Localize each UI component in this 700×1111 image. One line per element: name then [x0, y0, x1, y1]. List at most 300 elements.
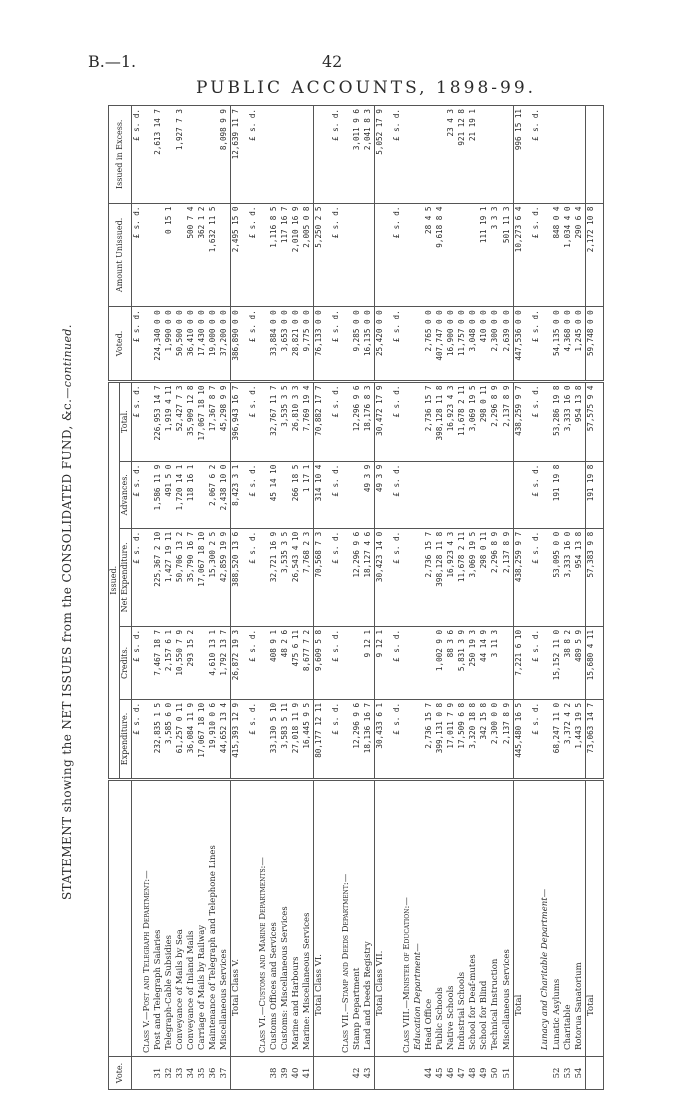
empty-cell — [341, 626, 352, 699]
vote-number: 43 — [363, 1057, 375, 1090]
amount-exp: 17,067 18 10 — [197, 699, 208, 779]
empty-cell — [540, 203, 551, 307]
amount-tot: 32,767 11 7 — [269, 381, 280, 461]
amount-tot: 226,953 14 7 — [153, 381, 164, 461]
amount-net: 17,067 18 10 — [197, 528, 208, 626]
amount-cred: 8,677 7 2 — [302, 626, 314, 699]
table-row — [186, 106, 197, 1090]
total-net: 57,383 9 8 — [585, 528, 597, 626]
amount-net: 32,721 16 9 — [269, 528, 280, 626]
total-row — [231, 106, 243, 1090]
amount-cred: 1,792 13 7 — [219, 626, 231, 699]
units-label: £ s. d. — [248, 106, 258, 204]
amount-unis — [219, 203, 231, 307]
amount-adv — [352, 461, 363, 528]
amount-net: 3,333 16 0 — [563, 528, 574, 626]
empty-cell — [402, 307, 413, 381]
units-row — [392, 106, 402, 1090]
empty-cell — [142, 528, 153, 626]
amount-exc — [164, 106, 175, 204]
total-exp: 415,393 12 9 — [231, 699, 243, 779]
vote-cell — [392, 1057, 402, 1090]
subsection-heading-row — [540, 106, 551, 1090]
item-description: Marine: Miscellaneous Services — [302, 780, 314, 1057]
total-exc — [314, 106, 326, 204]
table-row — [352, 106, 363, 1090]
units-label: £ s. d. — [248, 203, 258, 307]
amount-exc — [552, 106, 563, 204]
empty-cell — [597, 381, 604, 461]
amount-exp: 3,372 4 2 — [563, 699, 574, 779]
empty-cell — [258, 626, 269, 699]
amount-exp: 3,583 5 11 — [280, 699, 291, 779]
total-tot: 396,943 16 7 — [231, 381, 243, 461]
vote-cell — [142, 1057, 153, 1090]
amount-exp: 36,084 11 9 — [186, 699, 197, 779]
amount-net: 16,923 4 3 — [446, 528, 457, 626]
amount-voted: 9,285 0 0 — [352, 307, 363, 381]
amount-adv — [197, 461, 208, 528]
empty-cell — [142, 626, 153, 699]
empty-cell — [540, 528, 551, 626]
rotated-table-area — [108, 105, 668, 1090]
amount-exc: 2,041 8 3 — [363, 106, 375, 204]
amount-cred: 7,467 18 7 — [153, 626, 164, 699]
amount-tot: 35,909 12 8 — [186, 381, 197, 461]
amount-exc — [208, 106, 219, 204]
table-row — [197, 106, 208, 1090]
empty-cell — [341, 699, 352, 779]
vote-number: 42 — [352, 1057, 363, 1090]
amount-exc — [502, 106, 514, 204]
empty-cell — [540, 307, 551, 381]
empty-cell — [258, 528, 269, 626]
amount-tot: 3,535 3 5 — [280, 381, 291, 461]
amount-exp: 3,585 6 0 — [164, 699, 175, 779]
item-description: Technical Instruction — [490, 780, 501, 1057]
total-voted: 447,536 0 0 — [513, 307, 525, 381]
col-voted: Voted. — [109, 307, 132, 381]
units-label: £ s. d. — [131, 528, 141, 626]
empty-cell — [540, 106, 551, 204]
units-label: £ s. d. — [331, 307, 341, 381]
total-exp: 30,433 6 1 — [375, 699, 387, 779]
item-description: Land and Deeds Registry — [363, 780, 375, 1057]
total-exp: 80,177 12 11 — [314, 699, 326, 779]
total-unis: 5,250 2 5 — [314, 203, 326, 307]
empty-cell — [142, 699, 153, 779]
total-unis: 10,273 6 4 — [513, 203, 525, 307]
total-tot: 30,472 17 9 — [375, 381, 387, 461]
amount-net: 18,127 4 6 — [363, 528, 375, 626]
empty-cell — [597, 699, 604, 779]
total-net: 30,423 14 0 — [375, 528, 387, 626]
desc-cell — [131, 780, 141, 1057]
item-description: Charitable — [563, 780, 574, 1057]
amount-voted: 33,884 0 0 — [269, 307, 280, 381]
amount-tot: 2,736 15 7 — [424, 381, 435, 461]
col-description — [109, 780, 132, 1057]
amount-exp: 1,443 19 5 — [574, 699, 586, 779]
amount-cred: 9 12 1 — [363, 626, 375, 699]
amount-voted: 3,653 0 0 — [280, 307, 291, 381]
amount-unis — [175, 203, 186, 307]
amount-cred — [424, 626, 435, 699]
amount-unis: 1,034 4 0 — [563, 203, 574, 307]
amount-tot: 53,286 19 8 — [552, 381, 563, 461]
total-row — [314, 106, 326, 1090]
amount-cred: 2,157 6 1 — [164, 626, 175, 699]
amount-net: 2,137 8 9 — [502, 528, 514, 626]
amount-net: 3,069 19 5 — [468, 528, 479, 626]
amount-voted: 16,900 0 0 — [446, 307, 457, 381]
amount-unis: 848 0 4 — [552, 203, 563, 307]
section-heading: Class VII.—Stamp and Deeds Department:— — [341, 780, 352, 1057]
table-row — [457, 106, 468, 1090]
item-description: Rotorua Sanatorium — [574, 780, 586, 1057]
amount-unis — [352, 203, 363, 307]
vote-number: 47 — [457, 1057, 468, 1090]
amount-adv: 2,438 10 0 — [219, 461, 231, 528]
amount-voted: 410 0 0 — [479, 307, 490, 381]
units-label: £ s. d. — [531, 461, 541, 528]
vote-number: 32 — [164, 1057, 175, 1090]
amount-cred: 15,152 11 0 — [552, 626, 563, 699]
amount-voted: 9,775 0 0 — [302, 307, 314, 381]
total-tot: 70,882 17 7 — [314, 381, 326, 461]
amount-voted: 36,410 0 0 — [186, 307, 197, 381]
item-description: Stamp Department — [352, 780, 363, 1057]
amount-voted: 2,639 0 0 — [502, 307, 514, 381]
empty-cell — [142, 381, 153, 461]
empty-cell — [402, 699, 413, 779]
amount-exc — [280, 106, 291, 204]
amount-net: 12,296 9 6 — [352, 528, 363, 626]
vote-number: 51 — [502, 1057, 514, 1090]
total-unis: 2,495 15 0 — [231, 203, 243, 307]
subsection-heading: Education Department— — [413, 780, 424, 1057]
amount-exp: 2,736 15 7 — [424, 699, 435, 779]
vote-number: 46 — [446, 1057, 457, 1090]
amount-adv: 1,720 14 1 — [175, 461, 186, 528]
item-description: Conveyance of Inland Mails — [186, 780, 197, 1057]
amount-adv — [424, 461, 435, 528]
table-body — [131, 106, 603, 1090]
amount-unis: 0 15 1 — [164, 203, 175, 307]
empty-cell — [597, 461, 604, 528]
units-label: £ s. d. — [331, 626, 341, 699]
item-description: Maintenance of Telegraph and Telephone Lines — [208, 780, 219, 1057]
vote-number: 33 — [175, 1057, 186, 1090]
vote-number: 48 — [468, 1057, 479, 1090]
table-row — [446, 106, 457, 1090]
amount-voted: 11,757 0 0 — [457, 307, 468, 381]
amount-tot: 45,298 9 9 — [219, 381, 231, 461]
empty-cell — [142, 203, 153, 307]
units-label: £ s. d. — [392, 381, 402, 461]
amount-tot: 12,296 9 6 — [352, 381, 363, 461]
total-voted: 76,133 0 0 — [314, 307, 326, 381]
amount-unis: 28 4 5 — [424, 203, 435, 307]
page-title: PUBLIC ACCOUNTS, 1898-99. — [196, 78, 537, 98]
amount-net: 398,128 11 8 — [435, 528, 446, 626]
total-exc: 996 15 11 — [513, 106, 525, 204]
amount-exp: 16,445 9 5 — [302, 699, 314, 779]
amount-unis — [457, 203, 468, 307]
amount-exp: 17,011 7 9 — [446, 699, 457, 779]
amount-unis — [363, 203, 375, 307]
amount-unis: 3 3 3 — [490, 203, 501, 307]
table-row — [208, 106, 219, 1090]
empty-cell — [597, 528, 604, 626]
vote-number: 53 — [563, 1057, 574, 1090]
amount-exp: 18,136 16 7 — [363, 699, 375, 779]
vote-cell — [314, 1057, 326, 1090]
amount-exc: 1,927 7 3 — [175, 106, 186, 204]
units-label: £ s. d. — [531, 381, 541, 461]
item-description: Marine and Harbours — [291, 780, 302, 1057]
empty-cell — [402, 626, 413, 699]
amount-adv: 45 14 10 — [269, 461, 280, 528]
amount-unis: 9,618 8 4 — [435, 203, 446, 307]
units-label: £ s. d. — [531, 307, 541, 381]
amount-unis — [153, 203, 164, 307]
item-description: Post and Telegraph Salaries — [153, 780, 164, 1057]
total-cred: 7,221 6 10 — [513, 626, 525, 699]
units-label: £ s. d. — [248, 699, 258, 779]
amount-exc: 21 19 1 — [468, 106, 479, 204]
amount-exp: 3,320 18 8 — [468, 699, 479, 779]
empty-cell — [341, 381, 352, 461]
empty-cell — [258, 106, 269, 204]
table-row — [563, 106, 574, 1090]
amount-voted: 1,245 0 0 — [574, 307, 586, 381]
units-label: £ s. d. — [392, 461, 402, 528]
total-unis: 2,172 10 8 — [585, 203, 597, 307]
total-adv: 49 3 9 — [375, 461, 387, 528]
total-exc — [585, 106, 597, 204]
units-label: £ s. d. — [392, 307, 402, 381]
document-reference: B.—1. — [88, 52, 137, 71]
amount-tot: 7,769 19 4 — [302, 381, 314, 461]
amount-exc — [302, 106, 314, 204]
item-description: School for Deaf-mutes — [468, 780, 479, 1057]
amount-unis: 290 6 4 — [574, 203, 586, 307]
total-adv — [513, 461, 525, 528]
amount-tot: 26,810 3 3 — [291, 381, 302, 461]
empty-cell — [258, 381, 269, 461]
units-label: £ s. d. — [331, 528, 341, 626]
amount-exp: 44,652 13 4 — [219, 699, 231, 779]
amount-voted: 50,500 0 0 — [175, 307, 186, 381]
total-row — [585, 106, 597, 1090]
col-credits: Credits. — [120, 626, 131, 699]
amount-adv: 1 17 1 — [302, 461, 314, 528]
amount-net: 15,300 2 5 — [208, 528, 219, 626]
total-exp: 445,480 16 5 — [513, 699, 525, 779]
empty-cell — [413, 106, 424, 204]
section-heading-row — [341, 106, 352, 1090]
amount-exc — [197, 106, 208, 204]
amount-cred: 489 5 9 — [574, 626, 586, 699]
amount-tot: 11,678 2 11 — [457, 381, 468, 461]
total-exp: 73,063 14 7 — [585, 699, 597, 779]
table-row — [424, 106, 435, 1090]
amount-adv: 118 16 1 — [186, 461, 197, 528]
total-unis — [375, 203, 387, 307]
amount-unis: 1,632 11 5 — [208, 203, 219, 307]
item-description: Lunatic Asylums — [552, 780, 563, 1057]
amount-unis — [468, 203, 479, 307]
units-label: £ s. d. — [392, 528, 402, 626]
vote-cell — [341, 1057, 352, 1090]
table-row — [291, 106, 302, 1090]
col-total: Total. — [120, 381, 131, 461]
total-net: 388,520 13 6 — [231, 528, 243, 626]
empty-cell — [142, 461, 153, 528]
amount-tot: 398,128 11 8 — [435, 381, 446, 461]
amount-tot: 17,367 8 7 — [208, 381, 219, 461]
amount-exc — [563, 106, 574, 204]
amount-exp: 12,296 9 6 — [352, 699, 363, 779]
total-label: Total — [585, 780, 597, 1057]
units-label: £ s. d. — [392, 699, 402, 779]
units-row — [131, 106, 141, 1090]
amount-net: 954 13 8 — [574, 528, 586, 626]
vote-cell — [513, 1057, 525, 1090]
amount-voted: 37,200 0 0 — [219, 307, 231, 381]
vote-number: 44 — [424, 1057, 435, 1090]
col-excess: Issued in Excess. — [109, 106, 132, 204]
empty-cell — [341, 106, 352, 204]
vote-number: 49 — [479, 1057, 490, 1090]
vote-cell — [402, 1057, 413, 1090]
amount-voted: 19,000 0 0 — [208, 307, 219, 381]
vote-cell — [331, 1057, 341, 1090]
amount-cred: 48 2 6 — [280, 626, 291, 699]
vote-number: 54 — [574, 1057, 586, 1090]
total-tot: 438,259 9 7 — [513, 381, 525, 461]
amount-adv: 491 5 0 — [164, 461, 175, 528]
amount-cred: 475 6 11 — [291, 626, 302, 699]
units-label: £ s. d. — [248, 307, 258, 381]
amount-unis: 1,116 8 5 — [269, 203, 280, 307]
amount-cred: 5,831 3 9 — [457, 626, 468, 699]
units-label: £ s. d. — [131, 699, 141, 779]
amount-net: 26,543 4 10 — [291, 528, 302, 626]
amount-tot: 16,923 4 3 — [446, 381, 457, 461]
item-description: Head Office — [424, 780, 435, 1057]
amount-exc: 921 12 8 — [457, 106, 468, 204]
vote-cell — [585, 1057, 597, 1090]
amount-voted: 1,990 0 0 — [164, 307, 175, 381]
amount-adv — [574, 461, 586, 528]
vote-number: 37 — [219, 1057, 231, 1090]
units-label: £ s. d. — [331, 381, 341, 461]
vote-number: 41 — [302, 1057, 314, 1090]
total-cred: 26,872 19 3 — [231, 626, 243, 699]
units-label: £ s. d. — [531, 528, 541, 626]
vote-number: 40 — [291, 1057, 302, 1090]
empty-cell — [341, 203, 352, 307]
desc-cell — [597, 780, 604, 1057]
amount-unis: 2,010 16 9 — [291, 203, 302, 307]
total-net: 70,568 7 3 — [314, 528, 326, 626]
item-description: Public Schools — [435, 780, 446, 1057]
empty-cell — [540, 461, 551, 528]
total-label: Total Class VI. — [314, 780, 326, 1057]
amount-unis: 2,005 0 8 — [302, 203, 314, 307]
amount-voted: 2,300 0 0 — [490, 307, 501, 381]
table-row — [435, 106, 446, 1090]
table-row — [479, 106, 490, 1090]
amount-cred: 293 15 2 — [186, 626, 197, 699]
desc-cell — [392, 780, 402, 1057]
amount-cred: 38 8 2 — [563, 626, 574, 699]
units-label: £ s. d. — [131, 381, 141, 461]
total-cred: 9,609 5 8 — [314, 626, 326, 699]
amount-net: 2,736 15 7 — [424, 528, 435, 626]
table-row — [574, 106, 586, 1090]
amount-exp: 17,509 6 8 — [457, 699, 468, 779]
total-label: Total — [513, 780, 525, 1057]
units-label: £ s. d. — [131, 203, 141, 307]
table-row — [280, 106, 291, 1090]
empty-cell — [597, 203, 604, 307]
amount-exp: 33,130 5 10 — [269, 699, 280, 779]
units-row — [248, 106, 258, 1090]
empty-cell — [341, 461, 352, 528]
total-voted: 59,748 0 0 — [585, 307, 597, 381]
amount-exp: 2,137 8 9 — [502, 699, 514, 779]
amount-adv — [435, 461, 446, 528]
table-row — [552, 106, 563, 1090]
amount-exc — [424, 106, 435, 204]
amount-unis: 117 16 7 — [280, 203, 291, 307]
amount-tot: 298 0 11 — [479, 381, 490, 461]
empty-cell — [413, 699, 424, 779]
amount-adv — [502, 461, 514, 528]
vote-number: 38 — [269, 1057, 280, 1090]
units-label: £ s. d. — [392, 626, 402, 699]
total-label: Total Class VII. — [375, 780, 387, 1057]
table-row — [490, 106, 501, 1090]
units-row — [331, 106, 341, 1090]
amount-voted: 224,340 0 0 — [153, 307, 164, 381]
units-label: £ s. d. — [131, 106, 141, 204]
amount-exp: 68,247 11 0 — [552, 699, 563, 779]
empty-cell — [597, 626, 604, 699]
section-heading: Class VIII.—Minister of Education:— — [402, 780, 413, 1057]
amount-adv — [457, 461, 468, 528]
amount-voted: 16,135 0 0 — [363, 307, 375, 381]
amount-exc — [269, 106, 280, 204]
item-description: Telegraph-Cable Subsidies — [164, 780, 175, 1057]
empty-cell — [413, 381, 424, 461]
amount-exc — [479, 106, 490, 204]
item-description: Industrial Schools — [457, 780, 468, 1057]
col-net-expenditure: Net Expenditure. — [120, 528, 131, 626]
amount-exp: 342 15 8 — [479, 699, 490, 779]
amount-adv: 266 18 5 — [291, 461, 302, 528]
total-cred: 15,680 4 11 — [585, 626, 597, 699]
empty-cell — [413, 307, 424, 381]
empty-cell — [258, 699, 269, 779]
units-label: £ s. d. — [331, 461, 341, 528]
amount-adv: 2,067 6 2 — [208, 461, 219, 528]
amount-adv: 1,586 11 9 — [153, 461, 164, 528]
item-description: Customs: Miscellaneous Services — [280, 780, 291, 1057]
